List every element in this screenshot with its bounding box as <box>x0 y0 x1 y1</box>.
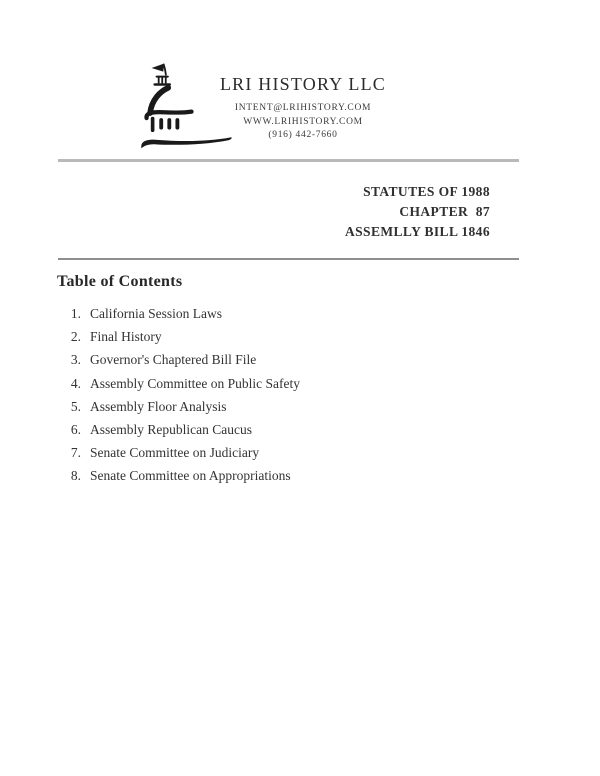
toc-item-number: 6. <box>70 421 81 437</box>
bill-line: ASSEMLLY BILL 1846 <box>344 224 490 239</box>
letterhead <box>153 74 453 143</box>
toc-item <box>69 330 300 344</box>
toc-item-label: Senate Committee on Judiciary <box>90 445 260 461</box>
toc-item-label: Final History <box>90 329 162 345</box>
toc-item-number: 7. <box>70 445 81 461</box>
header-divider <box>58 159 519 162</box>
toc-item-number: 4. <box>70 375 81 391</box>
toc-item-number: 8. <box>70 468 81 484</box>
toc-item-number: 5. <box>70 398 81 414</box>
company-email: INTENT@LRIHISTORY.COM <box>234 103 372 113</box>
company-phone: (916) 442-7660 <box>268 130 338 140</box>
toc-item-number: 1. <box>70 306 81 321</box>
toc-item <box>69 353 300 367</box>
toc-item-label: Governor's Chaptered Bill File <box>90 352 257 368</box>
toc-item <box>69 446 300 460</box>
company-name: LRI HISTORY LLC <box>219 74 386 94</box>
toc-item-label: Assembly Committee on Public Safety <box>90 375 300 391</box>
toc-item <box>69 307 300 321</box>
toc-item <box>69 469 300 483</box>
toc-item-label: Senate Committee on Appropriations <box>90 468 291 484</box>
company-website: WWW.LRIHISTORY.COM <box>243 116 363 127</box>
reference-divider <box>58 258 519 260</box>
toc-title: Table of Contents <box>57 273 183 290</box>
toc-item <box>69 377 300 391</box>
toc-item <box>69 400 300 414</box>
toc-list <box>69 307 300 493</box>
toc-item-label: Assembly Republican Caucus <box>90 421 252 437</box>
statutes-line: STATUTES OF 1988 <box>363 184 490 199</box>
statute-reference-block <box>345 182 490 242</box>
toc-item-number: 3. <box>70 352 81 368</box>
toc-item <box>69 423 300 437</box>
toc-item-label: Assembly Floor Analysis <box>90 398 227 414</box>
chapter-line: CHAPTER 87 <box>399 204 490 219</box>
toc-item-label: California Session Laws <box>90 306 222 321</box>
toc-item-number: 2. <box>70 329 81 345</box>
